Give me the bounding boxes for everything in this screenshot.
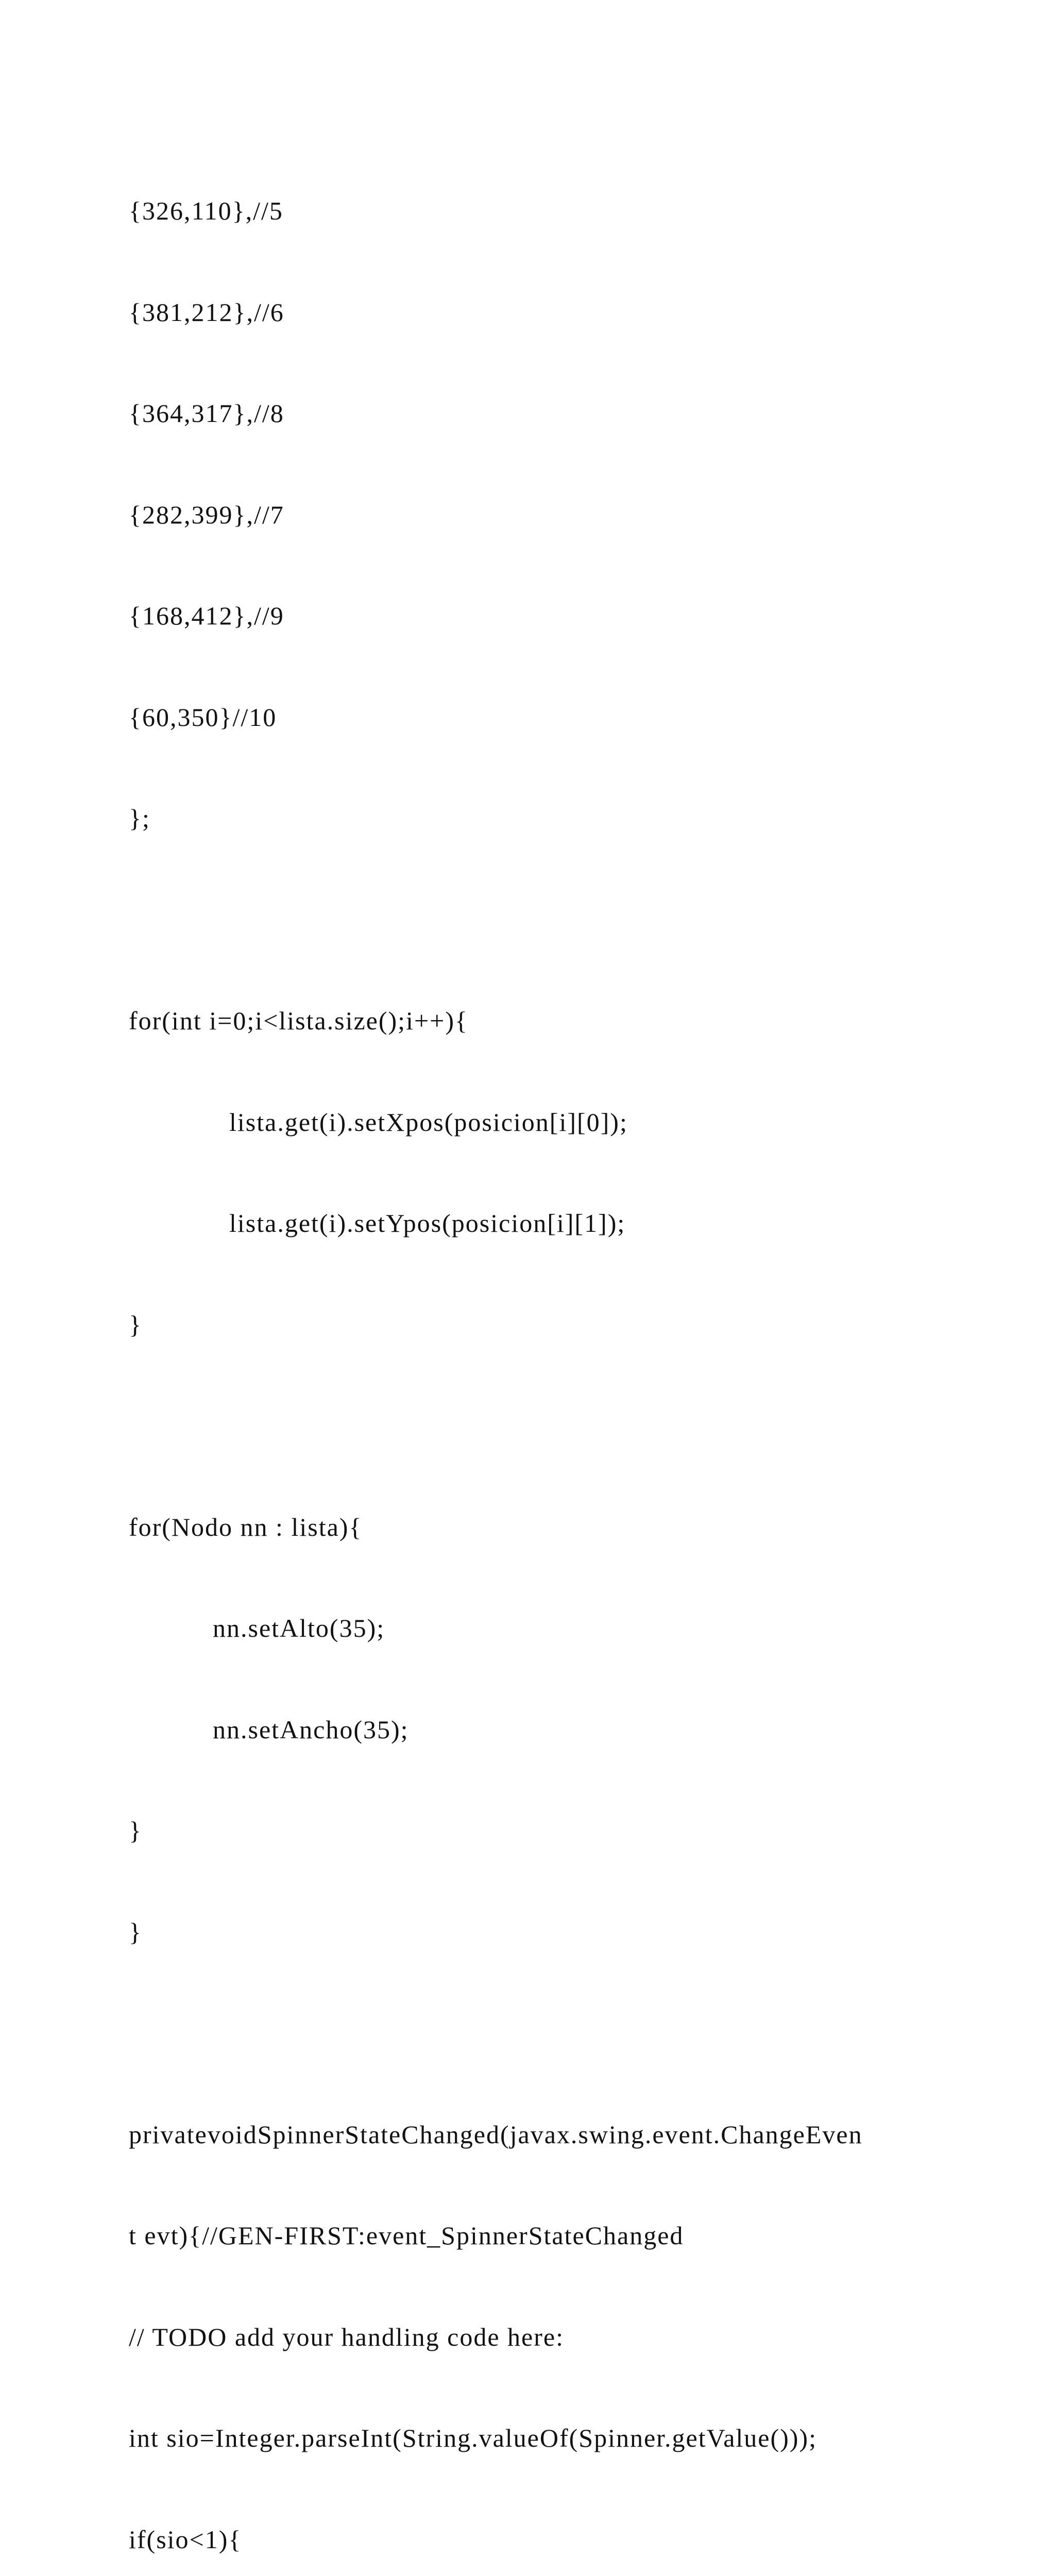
code-line: if(sio<1){ <box>129 2524 242 2554</box>
code-line: for(int i=0;i<lista.size();i++){ <box>129 1006 468 1035</box>
code-line: privatevoidSpinnerStateChanged(javax.swing.event.ChangeEven <box>129 2120 863 2149</box>
blank-line <box>129 1409 984 1443</box>
code-line: for(Nodo nn : lista){ <box>129 1512 363 1541</box>
code-line: {282,399},//7 <box>129 500 284 529</box>
code-line: {381,212},//6 <box>129 297 284 327</box>
code-line: }; <box>129 804 150 833</box>
blank-line <box>129 903 984 937</box>
code-line: {60,350}//10 <box>129 702 277 732</box>
code-text-block <box>129 127 984 2576</box>
code-line: } <box>129 1816 142 1845</box>
code-line: nn.setAncho(35); <box>213 1715 409 1744</box>
code-line: } <box>129 1310 142 1339</box>
blank-line <box>129 2016 984 2050</box>
code-line: {168,412},//9 <box>129 601 284 630</box>
code-line: nn.setAlto(35); <box>213 1614 385 1642</box>
code-line: {364,317},//8 <box>129 399 284 428</box>
code-line: int sio=Integer.parseInt(String.valueOf(Spinner.getValue())); <box>129 2424 817 2452</box>
code-line: } <box>129 1917 142 1946</box>
code-line: lista.get(i).setXpos(posicion[i][0]); <box>229 1107 628 1137</box>
code-line: // TODO add your handling code here: <box>129 2322 564 2351</box>
code-line: lista.get(i).setYpos(posicion[i][1]); <box>229 1209 626 1238</box>
code-line: t evt){//GEN-FIRST:event_SpinnerStateChanged <box>129 2221 684 2250</box>
code-line: {326,110},//5 <box>129 196 283 225</box>
